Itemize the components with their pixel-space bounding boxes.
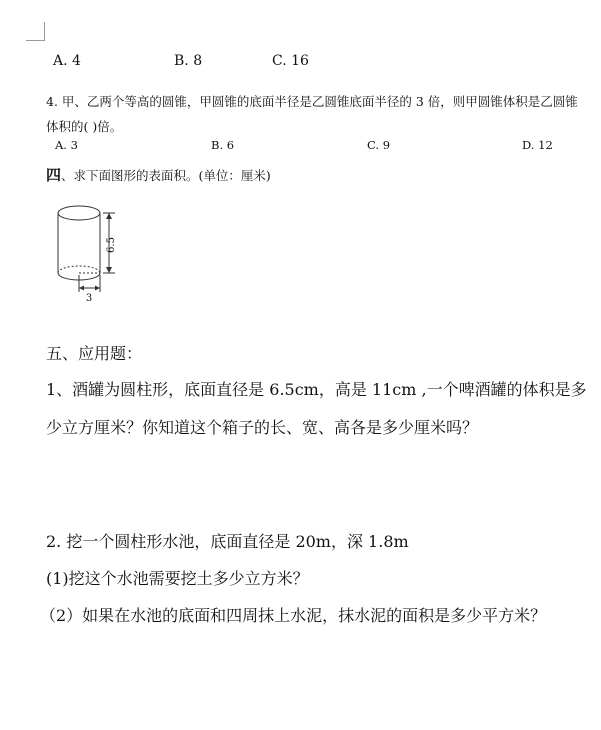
problem1-line1: 1、酒罐为圆柱形，底面直径是 6.5cm，高是 11cm ,一个啤酒罐的体积是多 — [46, 380, 587, 399]
section5-title: 五、应用题： — [46, 344, 143, 363]
q4-option-c: C. 9 — [367, 138, 391, 152]
page-corner-mark — [26, 22, 45, 41]
height-label: 6.5 — [106, 237, 117, 253]
height-arrow-up — [106, 213, 112, 219]
section4-text: 、求下面图形的表面积。(单位：厘米) — [61, 168, 271, 183]
option-a: A. 4 — [53, 53, 81, 69]
radius-arrow-right — [95, 286, 100, 291]
q4-line2: 体积的( )倍。 — [46, 119, 123, 134]
cylinder-bottom-back — [58, 266, 100, 273]
cylinder-top-ellipse — [58, 206, 100, 220]
cylinder-figure — [40, 198, 130, 308]
q4-option-b: B. 6 — [211, 138, 235, 152]
problem2-line3: （2）如果在水池的底面和四周抹上水泥，抹水泥的面积是多少平方米？ — [40, 606, 547, 625]
option-c: C. 16 — [272, 53, 309, 69]
height-arrow-down — [106, 267, 112, 273]
q4-option-a: A. 3 — [55, 138, 78, 152]
q4-line1: 4. 甲、乙两个等高的圆锥，甲圆锥的底面半径是乙圆锥底面半径的 3 倍，则甲圆锥体积是乙圆锥 — [46, 94, 578, 109]
radius-arrow-left — [79, 286, 84, 291]
q4-option-d: D. 12 — [522, 138, 553, 152]
section4-number: 四 — [46, 166, 62, 184]
radius-label: 3 — [85, 293, 93, 304]
option-b: B. 8 — [174, 53, 203, 69]
problem1-line2: 少立方厘米？你知道这个箱子的长、宽、高各是多少厘米吗？ — [46, 418, 479, 437]
section4-heading — [46, 164, 271, 185]
problem2-line1: 2. 挖一个圆柱形水池，底面直径是 20m，深 1.8m — [46, 532, 409, 551]
problem2-line2: (1)挖这个水池需要挖土多少立方米？ — [46, 569, 309, 588]
